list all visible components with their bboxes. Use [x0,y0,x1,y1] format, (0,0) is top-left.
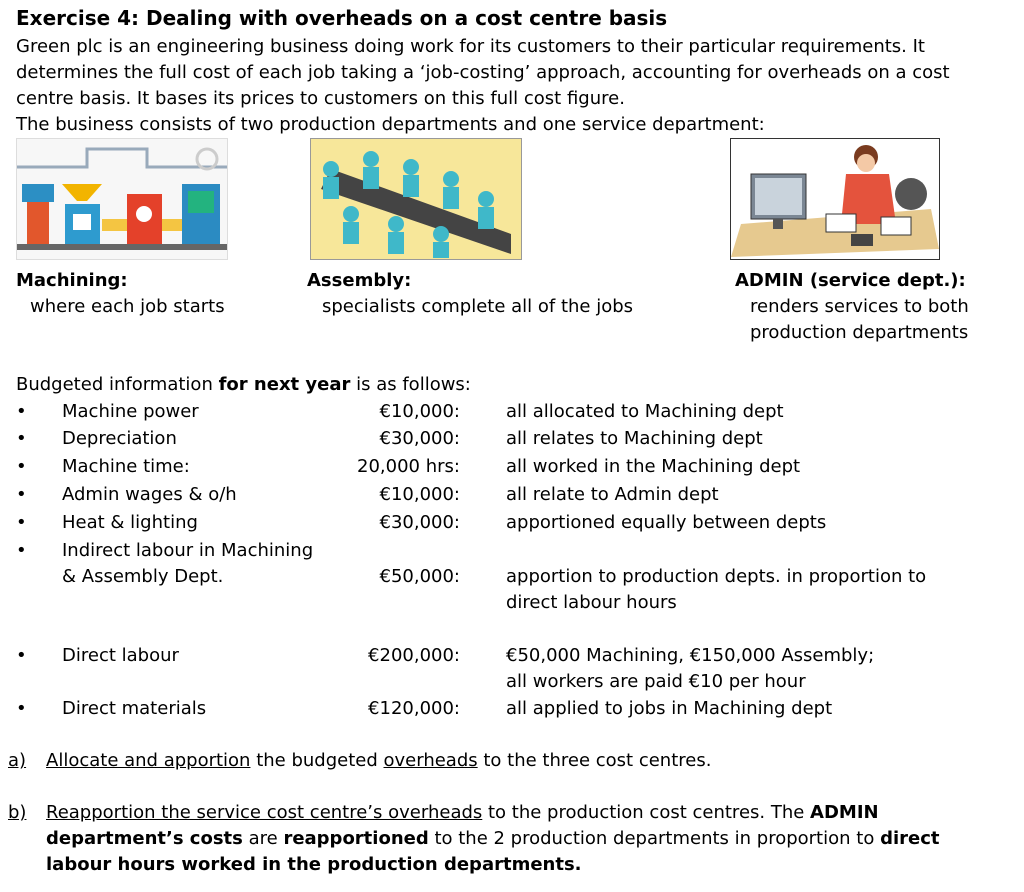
budget-value: €30,000: [379,512,460,533]
budget-note: all relate to Admin dept [506,484,719,505]
dept-name-machining: Machining: [16,270,128,291]
bullet: • [16,645,27,666]
intro-line-2: determines the full cost of each job taking a ‘job-costing’ approach, accounting for overheads on a cost [16,62,950,83]
factory-machines-illustration [16,138,228,260]
bullet: • [16,540,27,561]
budget-label: Machine power [62,401,199,422]
bullet: • [16,698,27,719]
page-title: Exercise 4: Dealing with overheads on a cost centre basis [16,6,668,30]
bullet: • [16,456,27,477]
dept-desc-admin-1: renders services to both [750,296,969,317]
budget-value: €120,000: [368,698,460,719]
dept-desc-machining: where each job starts [30,296,225,317]
budget-label: Direct materials [62,698,207,719]
budget-intro: Budgeted information for next year is as follows: [16,374,471,395]
budget-value: €10,000: [379,484,460,505]
budget-label: Admin wages & o/h [62,484,237,505]
budget-value: €10,000: [379,401,460,422]
dept-desc-admin-2: production departments [750,322,969,343]
budget-label: Indirect labour in Machining [62,540,314,561]
bullet: • [16,428,27,449]
question-a: Allocate and apportion the budgeted overheads to the three cost centres. [46,750,712,771]
question-b-line-2: department’s costs are reapportioned to the 2 production departments in proportion to direct [46,828,940,849]
office-worker-illustration [730,138,940,260]
intro-line-3: centre basis. It bases its prices to customers on this full cost figure. [16,88,625,109]
budget-note: all allocated to Machining dept [506,401,784,422]
budget-label: Depreciation [62,428,177,449]
budget-label: Heat & lighting [62,512,198,533]
budget-note: all relates to Machining dept [506,428,763,449]
budget-value: 20,000 hrs: [357,456,460,477]
dept-name-assembly: Assembly: [307,270,412,291]
assembly-line-workers-illustration [310,138,522,260]
bullet: • [16,401,27,422]
dept-desc-assembly: specialists complete all of the jobs [322,296,634,317]
question-a-letter: a) [8,750,27,771]
budget-label: Machine time: [62,456,190,477]
bullet: • [16,512,27,533]
question-b-line-1: Reapportion the service cost centre’s overheads to the production cost centres. The ADMIN [46,802,879,823]
budget-value: €50,000: [379,566,460,587]
budget-note-cont: all workers are paid €10 per hour [506,671,806,692]
bullet: • [16,484,27,505]
intro-line-1: Green plc is an engineering business doing work for its customers to their particular requirements. It [16,36,925,57]
intro-line-4: The business consists of two production departments and one service department: [16,114,765,135]
budget-value: €200,000: [368,645,460,666]
budget-note: all applied to jobs in Machining dept [506,698,833,719]
budget-label: Direct labour [62,645,179,666]
budget-note: apportion to production depts. in proportion to [506,566,927,587]
dept-name-admin: ADMIN (service dept.): [735,270,966,291]
budget-note: apportioned equally between depts [506,512,827,533]
budget-value: €30,000: [379,428,460,449]
budget-note-cont: direct labour hours [506,592,677,613]
budget-label-cont: & Assembly Dept. [62,566,224,587]
question-b-line-3: labour hours worked in the production departments. [46,854,582,875]
question-b-letter: b) [8,802,27,823]
budget-note: €50,000 Machining, €150,000 Assembly; [506,645,875,666]
budget-note: all worked in the Machining dept [506,456,801,477]
